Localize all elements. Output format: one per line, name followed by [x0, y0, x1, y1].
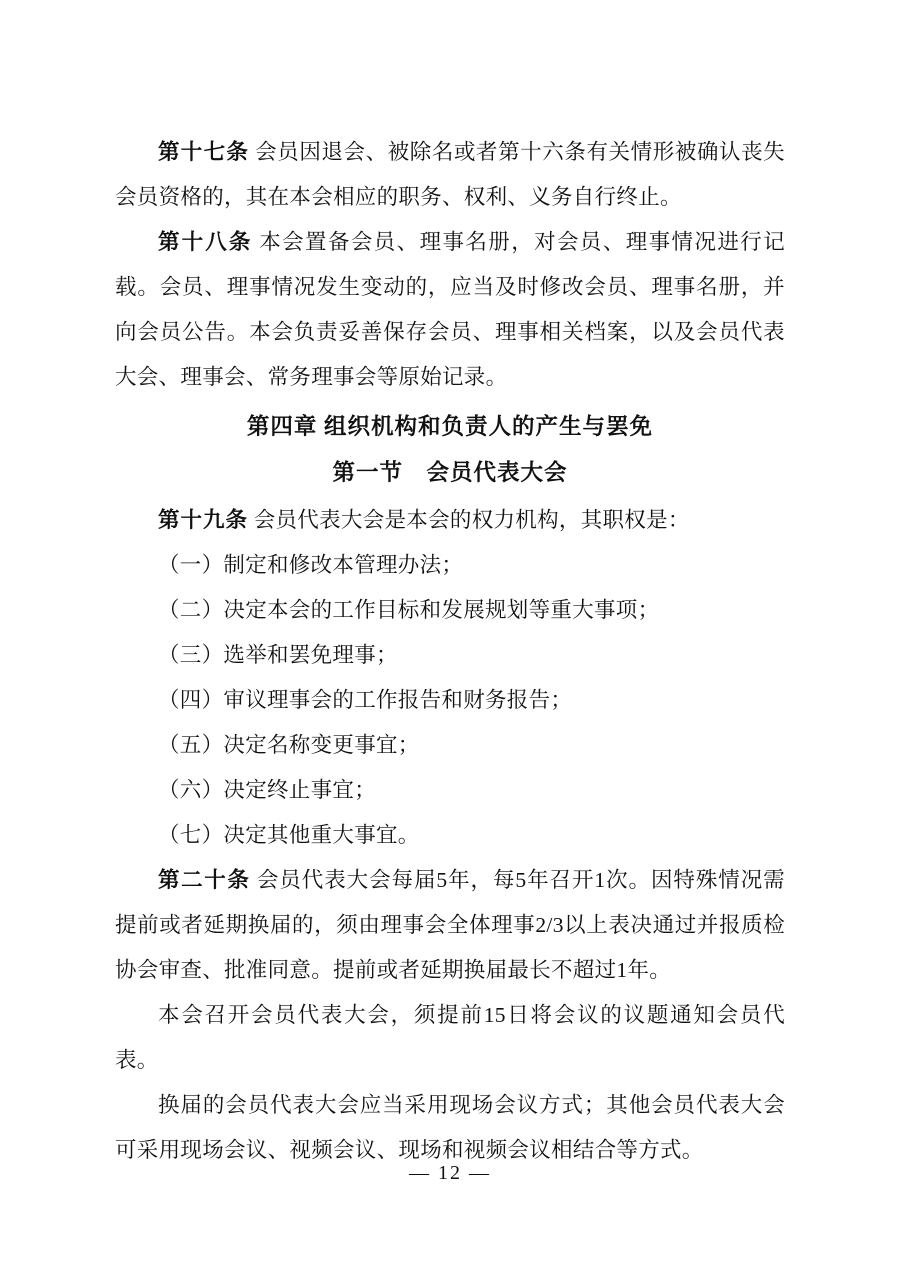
article-18-lead: 第十八条 [158, 230, 253, 254]
article-19-lead: 第十九条 [158, 508, 249, 532]
paragraph-meeting-formats: 换届的会员代表大会应当采用现场会议方式；其他会员代表大会可采用现场会议、视频会议、现场和视频会议相结合等方式。 [115, 1093, 785, 1162]
article-20-text: 会员代表大会每届5年，每5年召开1次。因特殊情况需提前或者延期换届的，须由理事会全体理事2/3以上表决通过并报质检协会审查、批准同意。提前或者延期换届最长不超过1年。 [115, 868, 785, 982]
article-17-text: 会员因退会、被除名或者第十六条有关情形被确认丧失会员资格的，其在本会相应的职务、权利、义务自行终止。 [115, 140, 785, 209]
list-item: （七）决定其他重大事宜。 [158, 823, 420, 847]
list-item: （一）制定和修改本管理办法； [158, 553, 464, 577]
list-item: （六）决定终止事宜； [158, 778, 377, 802]
article-18-text: 本会置备会员、理事名册，对会员、理事情况进行记载。会员、理事情况发生变动的，应当及时修改会员、理事名册，并向会员公告。本会负责妥善保存会员、理事相关档案，以及会员代表大会、理事会、常务理事会等原始记录。 [115, 230, 785, 389]
paragraph-article-18 [115, 220, 785, 400]
paragraph-notice-15-days: 本会召开会员代表大会，须提前15日将会议的议题通知会员代表。 [115, 1003, 785, 1072]
article-19-text: 会员代表大会是本会的权力机构，其职权是： [248, 508, 690, 532]
section-heading: 第一节 会员代表大会 [332, 460, 568, 485]
article-20-lead: 第二十条 [158, 868, 251, 892]
page-number: — 12 — [409, 1162, 491, 1184]
list-item: （三）选举和罢免理事； [158, 643, 398, 667]
list-item: （二）决定本会的工作目标和发展规划等重大事项； [158, 598, 660, 622]
paragraph-article-17 [115, 130, 785, 220]
document-body [115, 130, 785, 1173]
list-item: （四）审议理事会的工作报告和财务报告； [158, 688, 573, 712]
paragraph-article-19 [115, 498, 785, 543]
article-17-lead: 第十七条 [158, 140, 250, 164]
chapter-heading: 第四章 组织机构和负责人的产生与罢免 [246, 414, 654, 439]
paragraph-article-20 [115, 858, 785, 993]
list-item: （五）决定名称变更事宜； [158, 733, 420, 757]
